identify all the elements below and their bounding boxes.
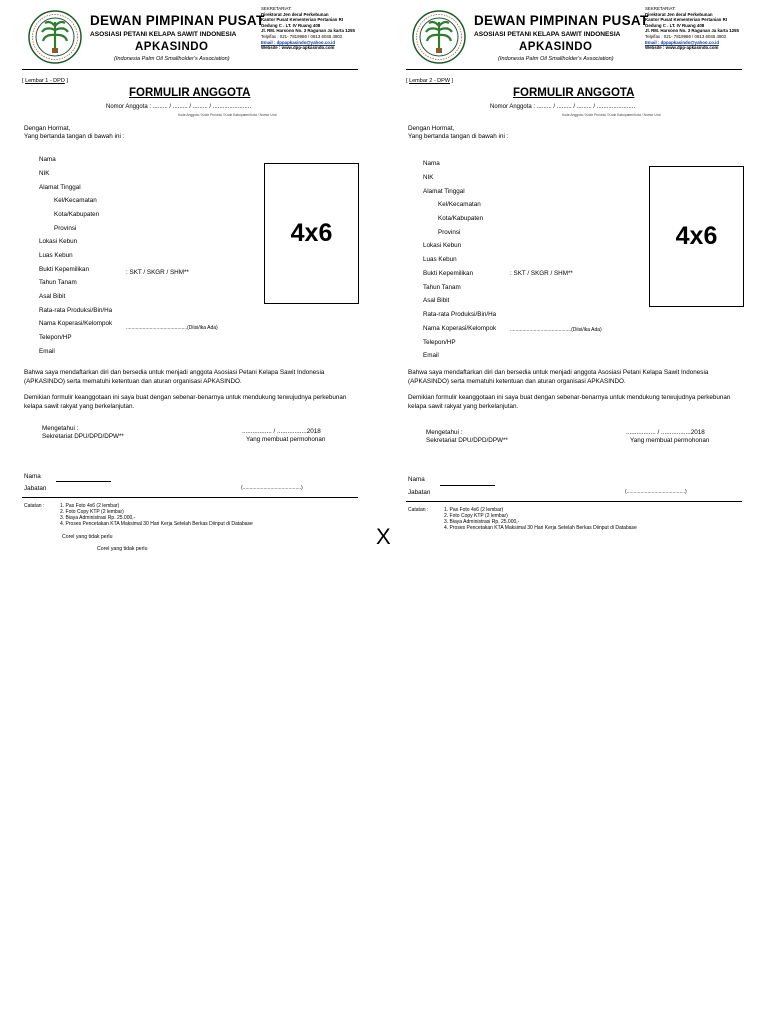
- field-luas-kebun: Luas Kebun: [423, 256, 457, 263]
- greeting-line-2: Yang bertanda tangan di bawah ini :: [408, 133, 509, 140]
- secretariat-block: [645, 6, 739, 51]
- field-nik: NIK: [39, 170, 50, 177]
- secretariat-email[interactable]: Email : dppapkasindo@yahoo.co.id: [645, 39, 720, 45]
- header-org-short: APKASINDO: [135, 41, 209, 53]
- field-nama: Nama: [39, 156, 56, 163]
- greeting-line-1: Dengan Hormat,: [24, 125, 71, 132]
- pemohon-label: Yang membuat permohonan: [630, 437, 710, 444]
- note-item: 2. Foto Copy KTP (2 lembar): [60, 509, 124, 515]
- date-line: ................. / .................2018: [626, 429, 705, 436]
- field-email: Email: [39, 348, 55, 355]
- catatan-label: Catatan :: [24, 503, 45, 509]
- greeting-line-2: Yang bertanda tangan di bawah ini :: [24, 133, 125, 140]
- header-org-english: (Indonesia Palm Oil Smallholder's Association): [498, 56, 614, 62]
- cut-mark: X: [376, 524, 391, 549]
- signature-line: [440, 485, 495, 486]
- notes-list: [444, 507, 637, 531]
- note-item: 2. Foto Copy KTP (2 lembar): [444, 513, 508, 519]
- apkasindo-logo-icon: [412, 10, 466, 64]
- field-provinsi: Provinsi: [54, 225, 77, 232]
- field-lokasi-kebun: Lokasi Kebun: [39, 238, 78, 245]
- note-item: 3. Biaya Administrasi Rp. 25.000,-: [60, 515, 136, 521]
- nomor-anggota: Nomor Anggota : ......... / ......... / ......... / .......................: [490, 104, 636, 110]
- notes-list: [60, 503, 253, 527]
- declaration-paragraph: Bahwa saya mendaftarkan diri dan bersedia untuk menjadi anggota Asosiasi Petani Kelapa Sawit Indonesia (APKASINDO) serta mematuhi ketentuan dan aturan organisasi APKASINDO.: [24, 369, 325, 385]
- secretariat-line: Kantor Pusat Kementerian Pertanian RI: [261, 17, 343, 23]
- secretariat-line: Gedung C . LT. IV Ruang 408: [261, 22, 321, 28]
- field-asal-bibit: Asal Bibit: [39, 293, 66, 300]
- apkasindo-logo-icon: [28, 10, 82, 64]
- date-line: ................. / .................2018: [242, 428, 321, 435]
- field-luas-kebun: Luas Kebun: [39, 252, 73, 259]
- sign-jabatan-label: Jabatan: [24, 485, 47, 492]
- form-sheet-lembar-1: [22, 6, 372, 562]
- field-nama-koperasi: Nama Koperasi/Kelompok: [423, 325, 497, 332]
- secretariat-block: [261, 6, 355, 51]
- field-telepon: Telepon/HP: [39, 334, 72, 341]
- nomor-anggota-note: Kode Anggota / Kode Provinsi / Kode Kabupaten/Kota / Nomor Urut: [178, 113, 277, 117]
- secretariat-line: Telp/fax : 021- 7819986 / 0813 6045 4802: [645, 33, 727, 39]
- sign-jabatan-label: Jabatan: [408, 489, 431, 496]
- field-telepon: Telepon/HP: [423, 339, 456, 346]
- pemohon-label: Yang membuat permohonan: [246, 436, 326, 443]
- header-org-short: APKASINDO: [519, 41, 593, 53]
- form-title: FORMULIR ANGGOTA: [513, 87, 635, 99]
- secretariat-line: Jl. RM. Harsono No. 3 Ragunan Ja karta 1255: [645, 28, 739, 34]
- field-alamat: Alamat Tinggal: [423, 188, 465, 195]
- field-nik: NIK: [423, 174, 434, 181]
- field-lokasi-kebun: Lokasi Kebun: [423, 242, 462, 249]
- nomor-anggota-note: Kode Anggota / Kode Provinsi / Kode Kabupaten/Kota / Nomor Urut: [562, 113, 661, 117]
- signature-paren: (..........................................): [241, 485, 303, 491]
- secretariat-line: Jl. RM. Harsono No. 3 Ragunan Ja karta 1255: [261, 28, 355, 34]
- photo-size-label: 4x6: [675, 222, 718, 250]
- header-subtitle: ASOSIASI PETANI KELAPA SAWIT INDONESIA: [474, 31, 621, 38]
- greeting-line-1: Dengan Hormat,: [408, 125, 455, 132]
- secretariat-line: SEKRETARIAT:: [261, 6, 292, 11]
- header-org-english: (Indonesia Palm Oil Smallholder's Association): [114, 56, 230, 62]
- field-kota-kabupaten: Kota/Kabupaten: [54, 211, 100, 218]
- field-rata-rata-produksi: Rata-rata Produksi/Bin/Ha: [423, 311, 497, 318]
- form-title: FORMULIR ANGGOTA: [129, 87, 251, 99]
- field-bukti-kepemilikan: Bukti Kepemilikan: [423, 270, 474, 277]
- header-divider: [22, 69, 358, 70]
- secretariat-email[interactable]: Email : dppapkasindo@yahoo.co.id: [261, 39, 336, 45]
- sekretariat-label: Sekretariat DPU/DPD/DPW**: [426, 437, 508, 444]
- photo-size-label: 4x6: [290, 219, 333, 247]
- sekretariat-label: Sekretariat DPU/DPD/DPW**: [42, 433, 124, 440]
- secretariat-website[interactable]: Website : www.dpp-apkasindo.com: [261, 45, 335, 51]
- field-alamat: Alamat Tinggal: [39, 184, 81, 191]
- secretariat-line: SEKRETARIAT:: [645, 6, 676, 11]
- sign-nama-label: Nama: [408, 476, 425, 483]
- field-bukti-kepemilikan: Bukti Kepemilikan: [39, 266, 90, 273]
- bukti-options: : SKT / SKGR / SHM**: [126, 269, 189, 276]
- field-kel-kecamatan: Kel/Kecamatan: [438, 201, 481, 208]
- secretariat-website[interactable]: Website : www.dpp-apkasindo.com: [645, 45, 719, 51]
- signature-line: [56, 481, 111, 482]
- field-asal-bibit: Asal Bibit: [423, 297, 450, 304]
- field-kota-kabupaten: Kota/Kabupaten: [438, 215, 484, 222]
- closing-paragraph: Demikian formulir keanggotaan ini saya buat dengan sebenar-benarnya untuk mendukung terwujudnya perkebunan kelapa sawit rakyat yang berkelanjutan.: [24, 394, 347, 410]
- corel-note-1: Corel yang tidak perlu: [62, 534, 113, 540]
- photo-placeholder: [649, 166, 744, 307]
- photo-placeholder: [264, 163, 359, 304]
- declaration-paragraph: Bahwa saya mendaftarkan diri dan bersedia untuk menjadi anggota Asosiasi Petani Kelapa Sawit Indonesia (APKASINDO) serta mematuhi ketentuan dan aturan organisasi APKASINDO.: [408, 369, 709, 385]
- secretariat-line: Gedung C . LT. IV Ruang 408: [645, 22, 705, 28]
- nomor-anggota: Nomor Anggota : ......... / ......... / ......... / .......................: [106, 104, 252, 110]
- field-nama-koperasi: Nama Koperasi/Kelompok: [39, 320, 113, 327]
- field-tahun-tanam: Tahun Tanam: [423, 284, 461, 291]
- lembar-label: [ Lembar 1 - DPD ]: [22, 78, 68, 84]
- field-rata-rata-produksi: Rata-rata Produksi/Bin/Ha: [39, 307, 113, 314]
- secretariat-line: Telp/fax : 021- 7819986 / 0813 6045 4802: [261, 33, 343, 39]
- note-item: 1. Pas Foto 4x6 (2 lembar): [444, 507, 504, 513]
- lembar-label: [ Lembar 2 - DPW ]: [406, 78, 454, 84]
- header-title: DEWAN PIMPINAN PUSAT: [90, 13, 265, 28]
- field-nama: Nama: [423, 160, 440, 167]
- koperasi-value: ............................................(Diisi/ika Ada): [510, 327, 602, 333]
- secretariat-line: Direktorat Jen deral Perkebunan: [261, 11, 329, 17]
- note-item: 3. Biaya Administrasi Rp. 25.000,-: [444, 519, 520, 525]
- note-item: 4. Proses Pencetakan KTA Maksimal 30 Hari Kerja Setelah Berkas Diinput di Database: [60, 521, 253, 527]
- koperasi-value: ............................................(Diisi/ika Ada): [126, 325, 218, 331]
- header-divider: [406, 69, 742, 70]
- secretariat-line: Direktorat Jen deral Perkebunan: [645, 11, 713, 17]
- field-provinsi: Provinsi: [438, 229, 461, 236]
- field-kel-kecamatan: Kel/Kecamatan: [54, 197, 97, 204]
- header-title: DEWAN PIMPINAN PUSAT: [474, 13, 649, 28]
- catatan-divider: [22, 497, 358, 498]
- secretariat-line: Kantor Pusat Kementerian Pertanian RI: [645, 17, 727, 23]
- note-item: 1. Pas Foto 4x6 (2 lembar): [60, 503, 120, 509]
- mengetahui-label: Mengetahui :: [42, 425, 79, 432]
- form-sheet-lembar-2: [406, 6, 756, 562]
- corel-note-2: Corel yang tidak perlu: [97, 546, 148, 552]
- catatan-label: Catatan :: [408, 507, 429, 513]
- bukti-options: : SKT / SKGR / SHM**: [510, 270, 573, 277]
- signature-paren: (..........................................): [625, 489, 687, 495]
- catatan-divider: [406, 501, 742, 502]
- sign-nama-label: Nama: [24, 473, 41, 480]
- field-tahun-tanam: Tahun Tanam: [39, 279, 77, 286]
- header-subtitle: ASOSIASI PETANI KELAPA SAWIT INDONESIA: [90, 31, 237, 38]
- mengetahui-label: Mengetahui :: [426, 429, 463, 436]
- note-item: 4. Proses Pencetakan KTA Maksimal 30 Hari Kerja Setelah Berkas Diinput di Database: [444, 525, 637, 531]
- field-email: Email: [423, 352, 439, 359]
- closing-paragraph: Demikian formulir keanggotaan ini saya buat dengan sebenar-benarnya untuk mendukung terwujudnya perkebunan kelapa sawit rakyat yang berkelanjutan.: [408, 394, 731, 410]
